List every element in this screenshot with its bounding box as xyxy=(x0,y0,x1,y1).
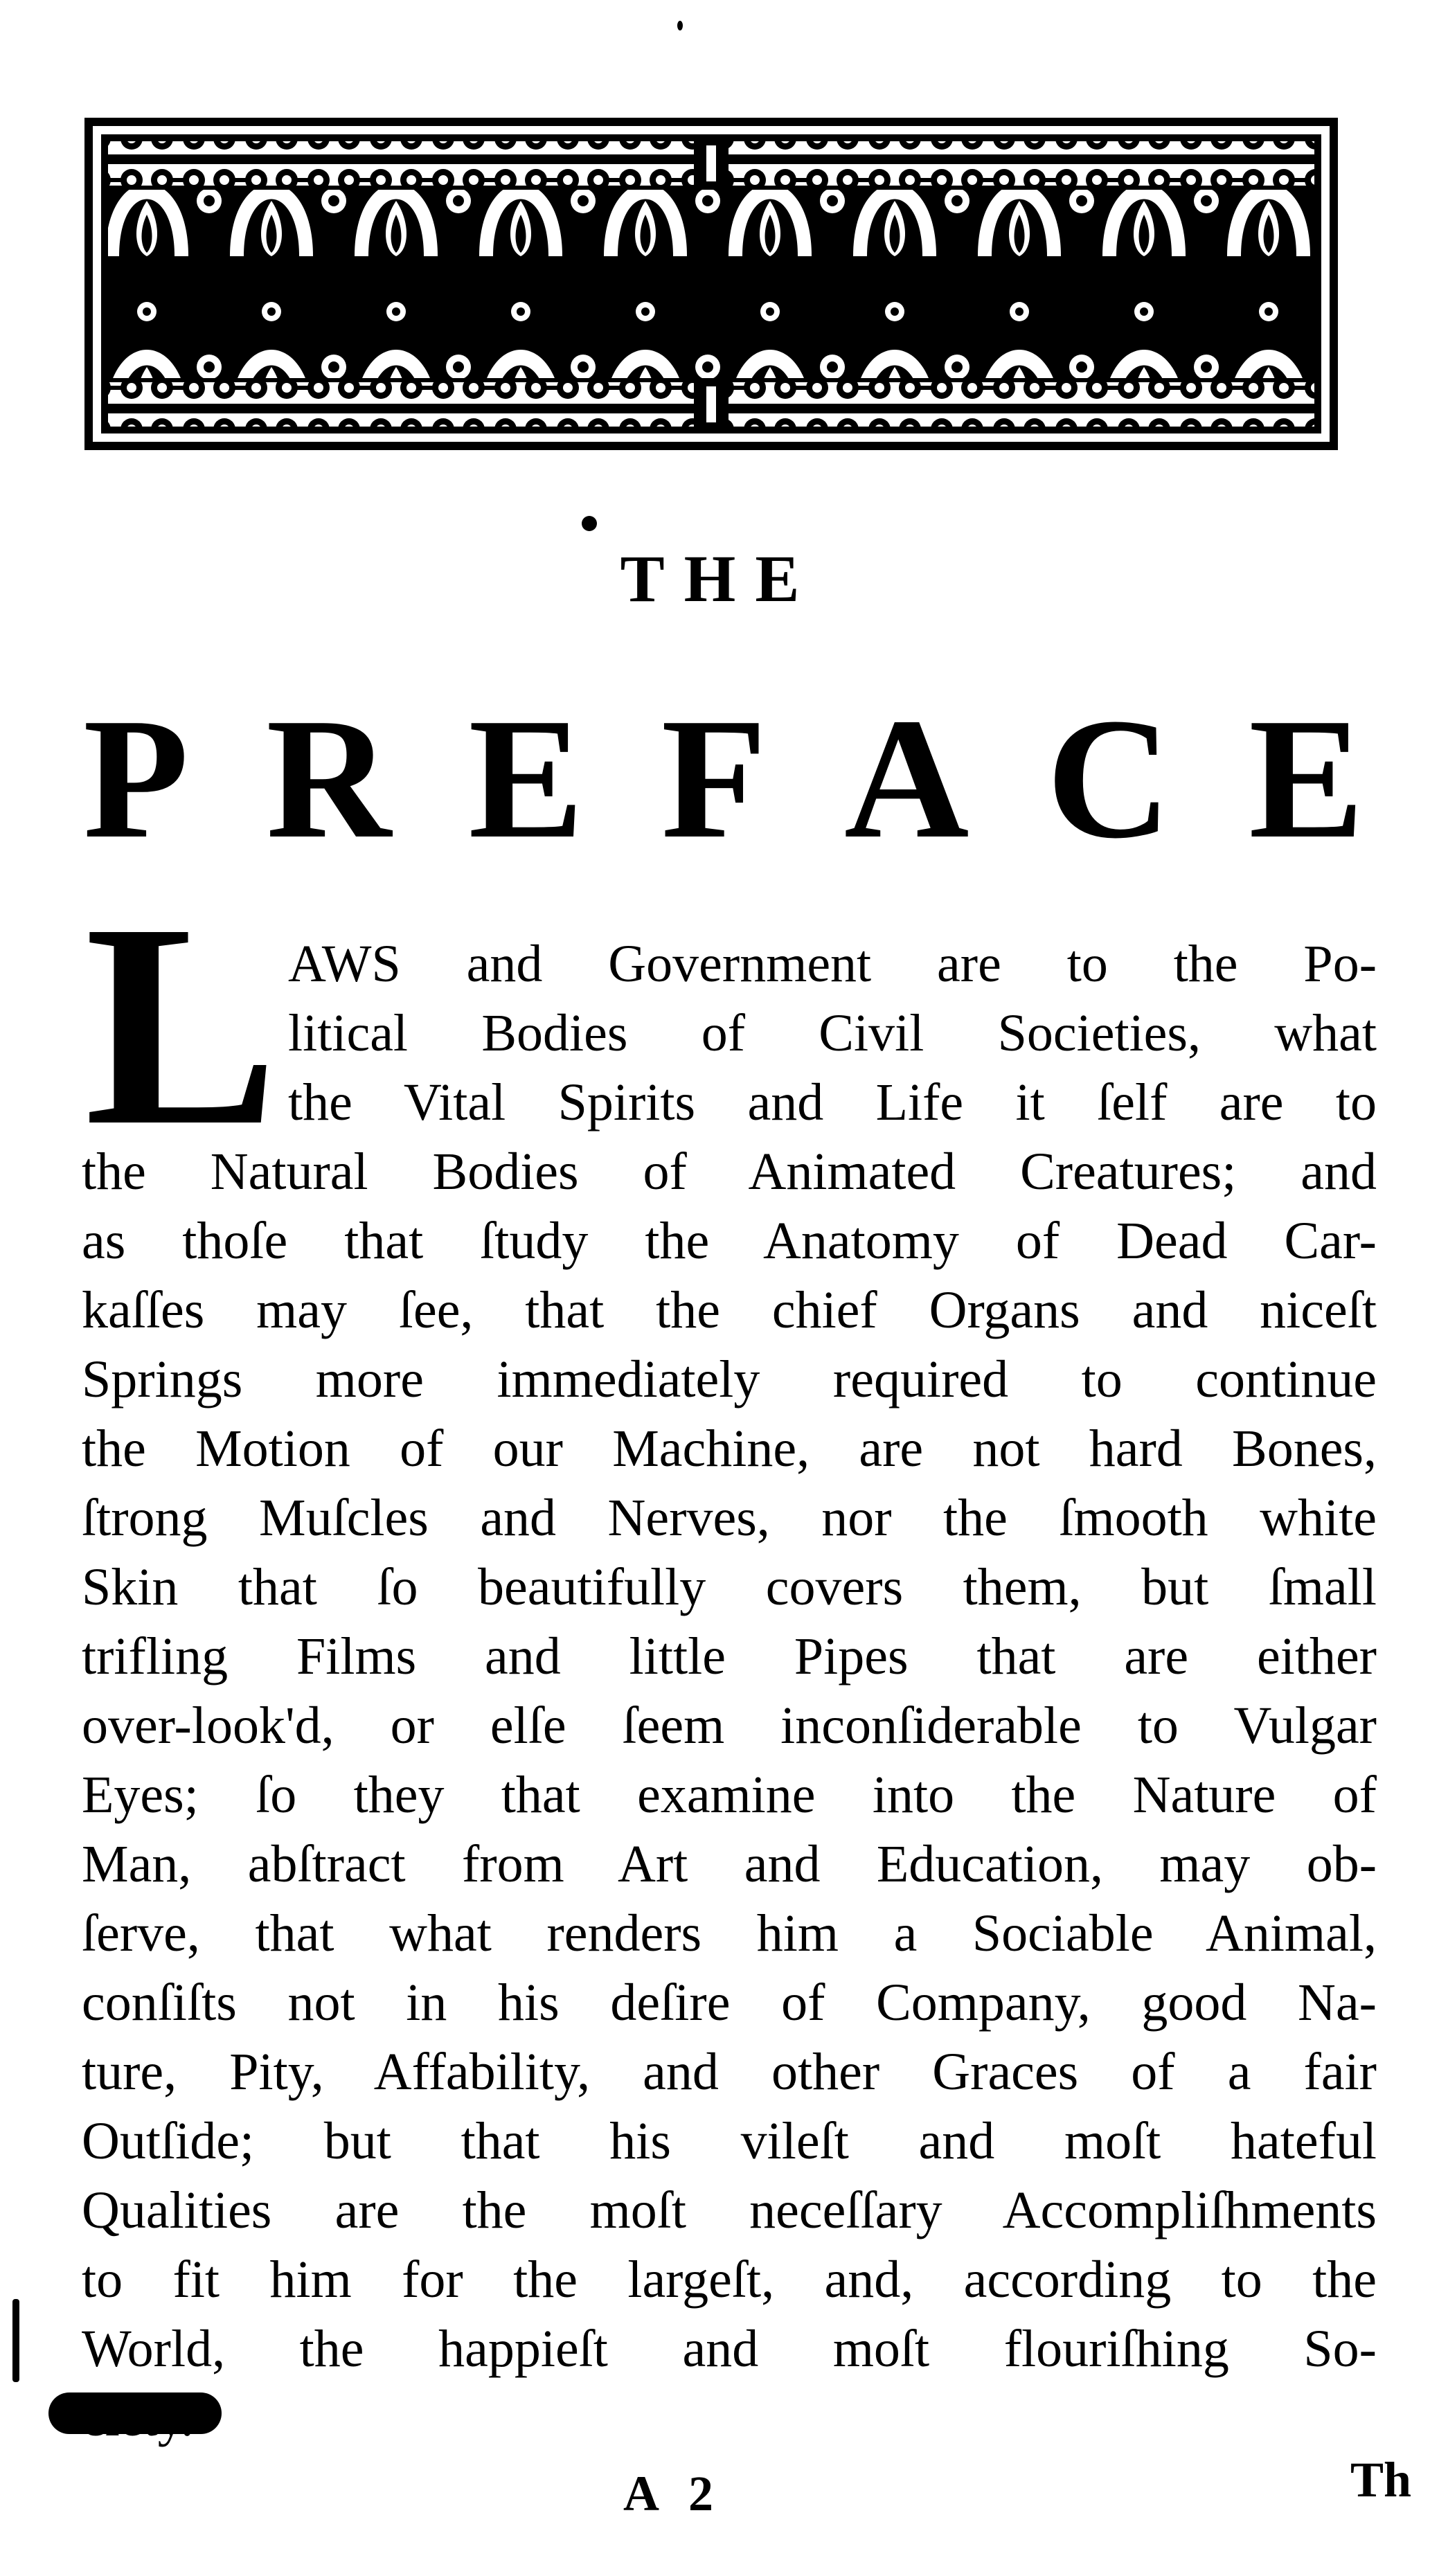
text-line: kaſſes may ſee, that the chief Organs and niceſt xyxy=(82,1281,1377,1339)
text-line: the Natural Bodies of Animated Creatures; and xyxy=(82,1143,1377,1201)
ink-speck xyxy=(12,2299,19,2382)
ink-speck xyxy=(48,2392,222,2434)
heading-letter: F xyxy=(661,683,767,875)
heading-letter: E xyxy=(468,683,584,875)
ornamental-headpiece xyxy=(84,118,1338,450)
heading-letter: E xyxy=(1249,683,1364,875)
text-line: the Motion of our Machine, are not hard Bones, xyxy=(82,1420,1377,1478)
heading-letter: R xyxy=(266,683,391,875)
text-line: ſerve, that what renders him a Sociable Animal, xyxy=(82,1904,1377,1962)
text-line: ture, Pity, Affability, and other Graces of a fair xyxy=(82,2043,1377,2101)
catchword: Th xyxy=(1350,2452,1412,2507)
text-line: to fit him for the largeſt, and, according to the xyxy=(82,2251,1377,2309)
heading-letter: C xyxy=(1046,683,1172,875)
heading-the: THE xyxy=(620,542,819,616)
heading-letter: A xyxy=(843,683,969,875)
text-line: as thoſe that ſtudy the Anatomy of Dead Car- xyxy=(82,1212,1377,1270)
text-line: Outſide; but that his vileſt and moſt hateful xyxy=(82,2112,1377,2170)
text-line: Qualities are the moſt neceſſary Accompliſhments xyxy=(82,2181,1377,2239)
text-line: World, the happieſt and moſt flouriſhing So- xyxy=(82,2320,1377,2378)
ink-speck xyxy=(677,21,683,30)
text-line: conſiſts not in his deſire of Company, good Na- xyxy=(82,1974,1377,2032)
text-line: trifling Films and little Pipes that are either xyxy=(82,1627,1377,1685)
text-line: Man, abſtract from Art and Education, may ob- xyxy=(82,1835,1377,1893)
signature-mark: A 2 xyxy=(623,2466,724,2521)
text-line xyxy=(82,2383,1377,2453)
preface-body xyxy=(82,929,1377,2453)
heading-letter: P xyxy=(83,683,189,875)
heading-preface xyxy=(83,683,1364,875)
text-line: ſtrong Muſcles and Nerves, nor the ſmooth white xyxy=(82,1489,1377,1547)
ink-speck xyxy=(582,516,597,531)
text-line: litical Bodies of Civil Societies, what xyxy=(288,1004,1377,1062)
page-footer xyxy=(0,2452,1439,2555)
drop-cap: L xyxy=(84,921,278,1150)
text-line: Eyes; ſo they that examine into the Nature of xyxy=(82,1766,1377,1824)
text-line: Springs more immediately required to continue xyxy=(82,1350,1377,1408)
text-line: the Vital Spirits and Life it ſelf are to xyxy=(288,1073,1377,1132)
text-line: Skin that ſo beautifully covers them, but ſmall xyxy=(82,1558,1377,1616)
text-line: over-look'd, or elſe ſeem inconſiderable to Vulgar xyxy=(82,1697,1377,1755)
text-line: AWS and Government are to the Po- xyxy=(288,935,1377,993)
